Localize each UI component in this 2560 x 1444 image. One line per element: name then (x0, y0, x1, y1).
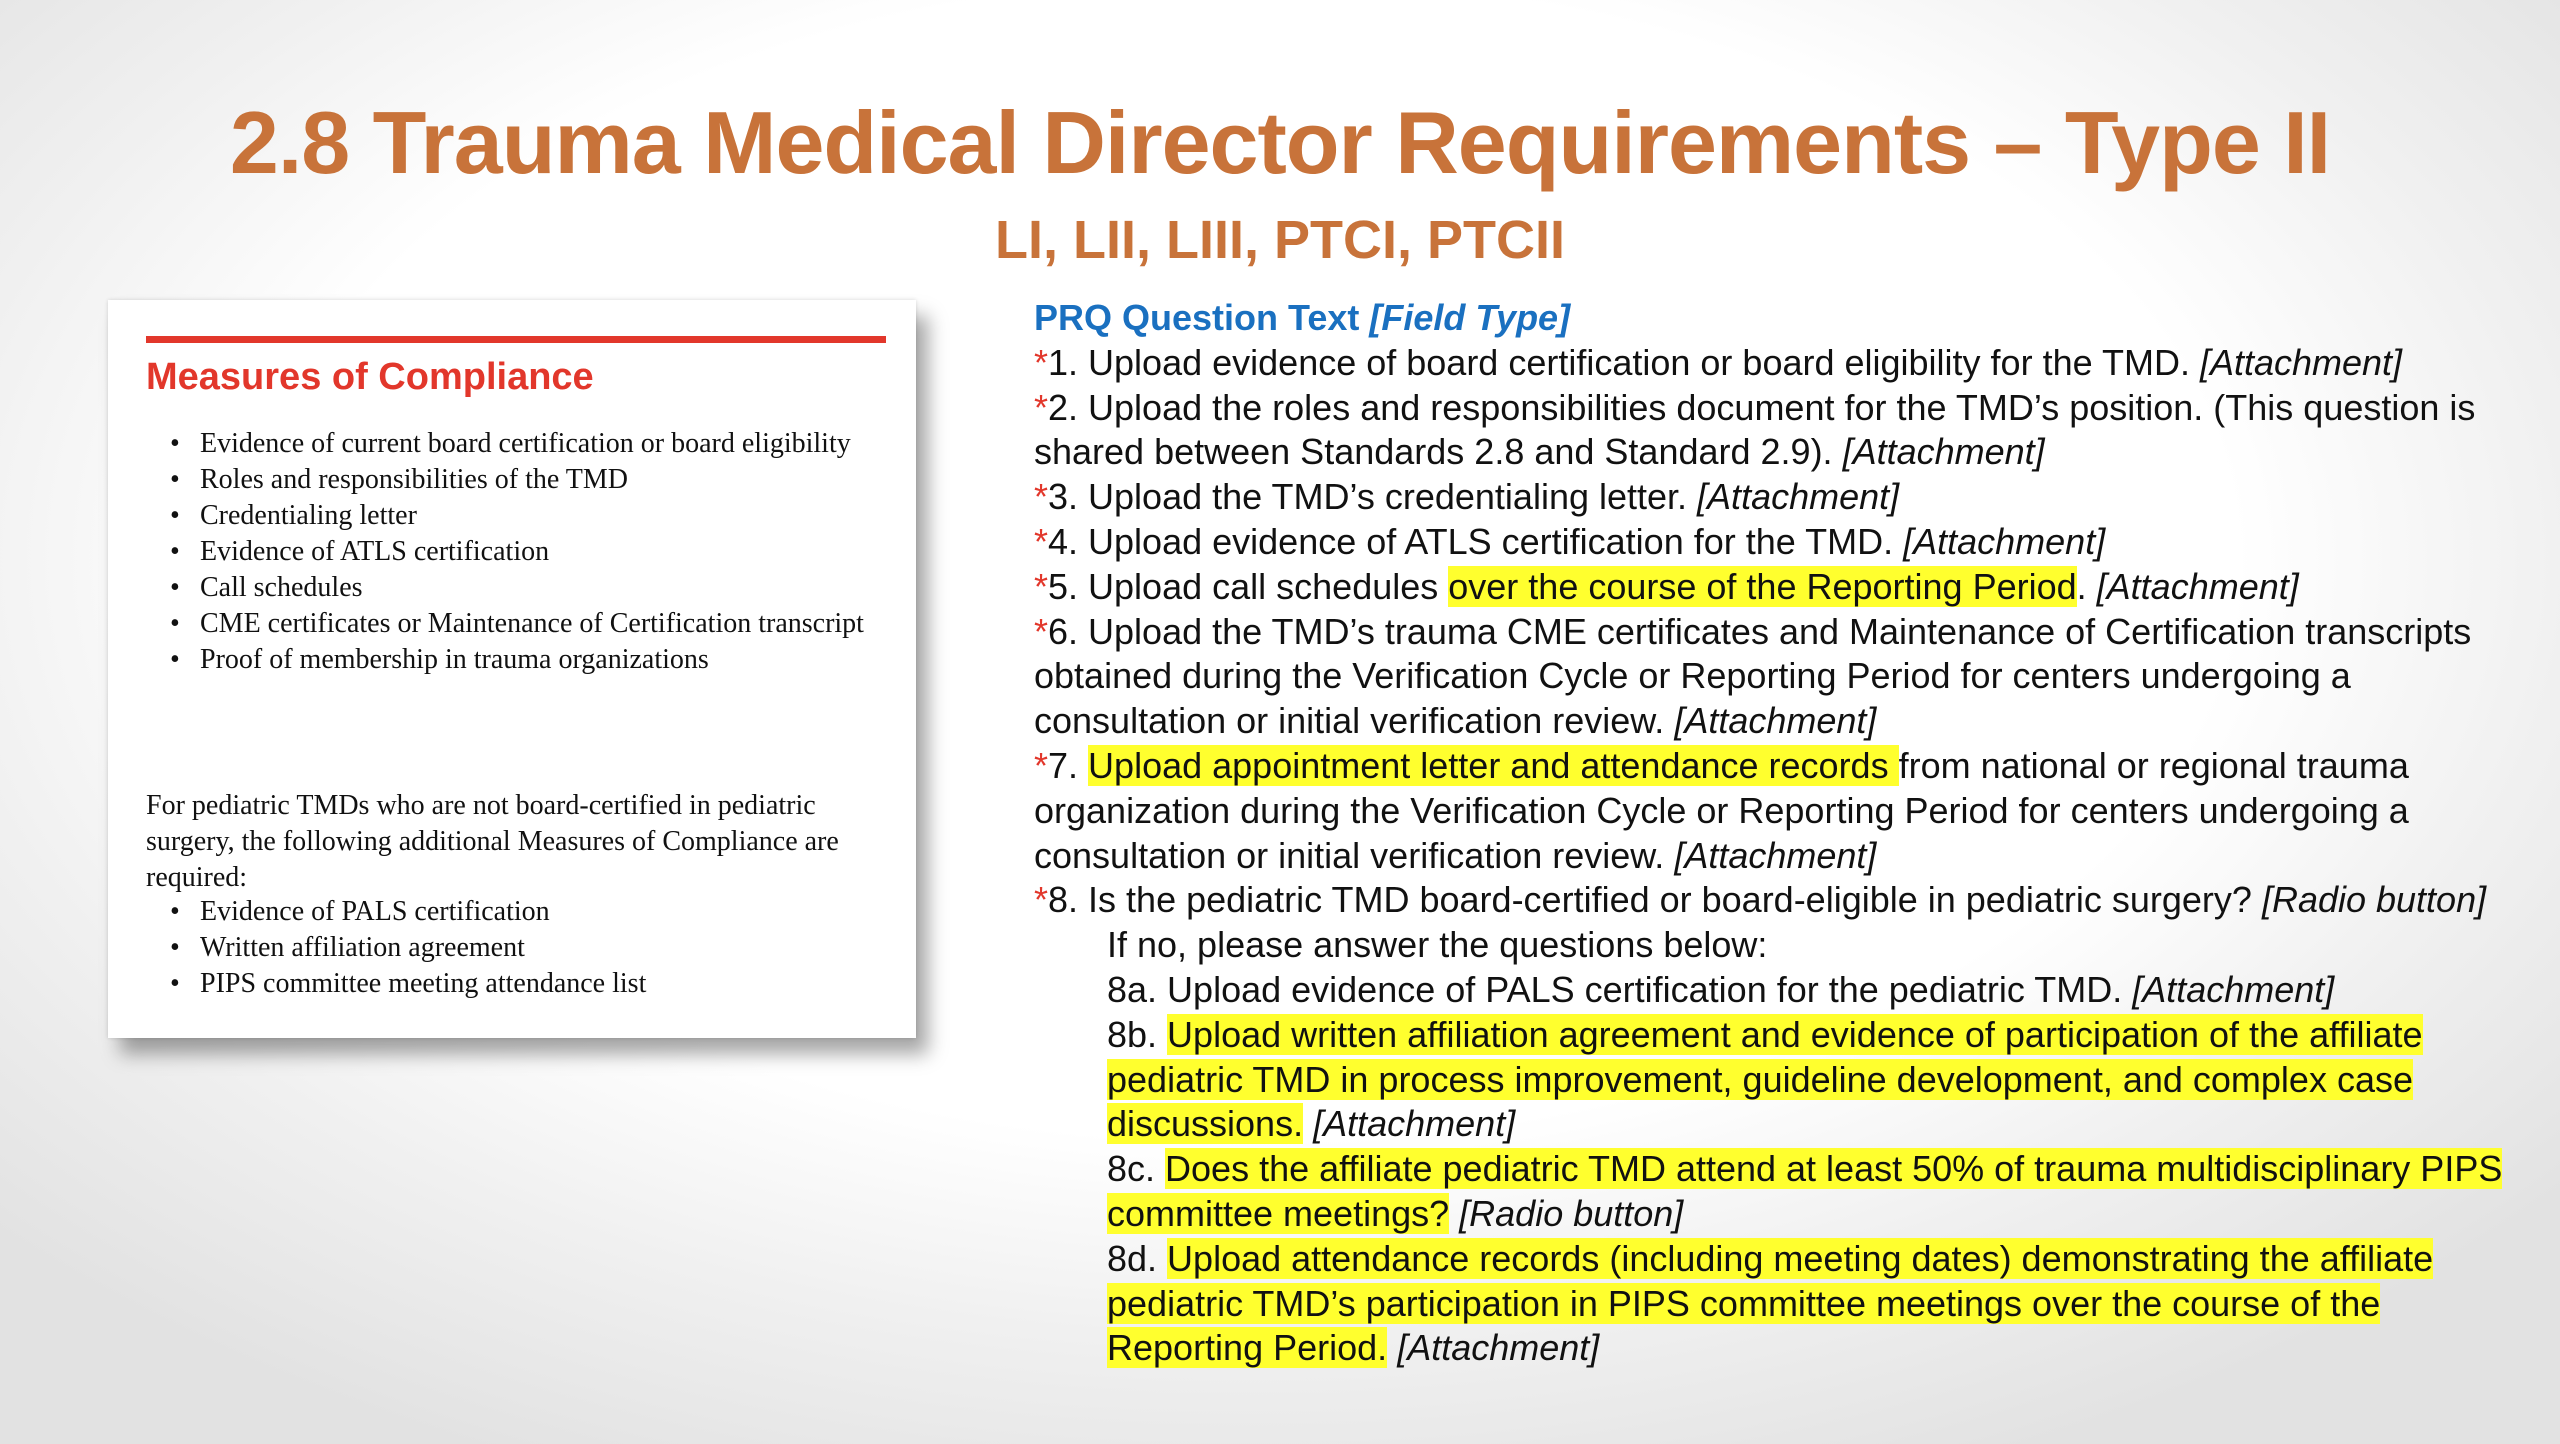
question-text-post: from national or regional trauma organization during the Verification Cycle or Reporting Period for centers undergoing a consultation or initial verification review. (1034, 744, 2409, 876)
pediatric-item: • Written affiliation agreement (146, 930, 866, 966)
field-type: [Attachment] (1903, 520, 2106, 562)
prq-question-1 (1034, 341, 2544, 386)
prq-header (1034, 296, 2544, 341)
slide-subtitle: LI, LII, LIII, PTCI, PTCII (994, 210, 1565, 270)
moc-item: • Credentialing letter (146, 498, 866, 534)
question-text: 2. Upload the roles and responsibilities document for the TMD’s position. (This question is shared between Standards 2.8 and Standard 2.9). (1034, 386, 2476, 473)
question-text: 8a. Upload evidence of PALS certification for the pediatric TMD. (1107, 968, 2133, 1010)
moc-list (146, 426, 866, 678)
field-type: [Attachment] (2132, 968, 2335, 1010)
field-type: [Attachment] (1842, 431, 2045, 473)
pediatric-note: For pediatric TMDs who are not board-certified in pediatric surgery, the following additional Measures of Compliance are required: (146, 790, 839, 893)
moc-heading: Measures of Compliance (146, 356, 594, 398)
question-text: 8d. (1107, 1237, 1168, 1279)
field-type: [Attachment] (1313, 1103, 1516, 1145)
prq-header-field-type: [Field Type] (1369, 297, 1571, 338)
question-text: 1. Upload evidence of board certification or board eligibility for the TMD. (1048, 341, 2200, 383)
highlighted-text: Does the affiliate pediatric TMD attend at least 50% of trauma multidisciplinary PIPS committee meetings? (1107, 1148, 2503, 1234)
question-text: 4. Upload evidence of ATLS certification for the TMD. (1048, 520, 1904, 562)
prq-question-6 (1034, 610, 2544, 744)
highlighted-text: Upload appointment letter and attendance records (1088, 744, 1899, 786)
question-text-post (1303, 1103, 1313, 1144)
question-text: 5. Upload call schedules (1048, 565, 1449, 607)
question-text-post: . (2076, 565, 2097, 607)
moc-item: • Call schedules (146, 570, 866, 606)
prq-question-7 (1034, 744, 2544, 878)
measures-of-compliance-card (108, 300, 916, 1038)
prq-question-8d (1034, 1237, 2544, 1371)
required-asterisk: * (1034, 610, 1049, 652)
question-text-post (1449, 1193, 1459, 1234)
prq-question-2 (1034, 386, 2544, 476)
field-type: [Attachment] (2199, 341, 2403, 383)
moc-item: • Proof of membership in trauma organizations (146, 642, 866, 678)
required-asterisk: * (1034, 744, 1049, 786)
prq-question-3 (1034, 475, 2544, 520)
highlighted-text: over the course of the Reporting Period (1448, 565, 2077, 607)
field-type: [Radio button] (1459, 1192, 1684, 1234)
required-asterisk: * (1034, 565, 1049, 607)
pediatric-item: • Evidence of PALS certification (146, 894, 866, 930)
prq-header-label: PRQ Question Text (1034, 297, 1360, 338)
field-type: [Attachment] (1397, 1327, 1600, 1369)
moc-item: • Evidence of current board certification or board eligibility (146, 426, 866, 462)
highlighted-text: Upload attendance records (including meeting dates) demonstrating the affiliate pediatric TMD’s participation in PIPS committee meetings over the course of the Reporting Period. (1107, 1237, 2434, 1369)
question-text: 8b. (1107, 1013, 1168, 1055)
card-accent-rule (146, 336, 886, 343)
moc-item: • CME certificates or Maintenance of Certification transcript (146, 606, 866, 642)
pediatric-list (146, 894, 866, 1002)
pediatric-item: • PIPS committee meeting attendance list (146, 966, 866, 1002)
prq-question-8b (1034, 1013, 2544, 1147)
required-asterisk: * (1034, 341, 1049, 383)
slide-title: 2.8 Trauma Medical Director Requirements – Type II (229, 93, 2331, 192)
moc-item: • Evidence of ATLS certification (146, 534, 866, 570)
question-text: 6. Upload the TMD’s trauma CME certificates and Maintenance of Certification transcripts obtained during the Verification Cycle or Reporting Period for centers undergoing a consultation or initial verification review. (1034, 610, 2472, 742)
question-text-post (1387, 1327, 1397, 1368)
question-text: If no, please answer the questions below: (1107, 924, 1768, 966)
field-type: [Attachment] (2096, 565, 2299, 607)
required-asterisk: * (1034, 879, 1049, 921)
prq-question-8 (1034, 878, 2544, 923)
field-type: [Attachment] (1674, 700, 1877, 742)
question-text: 8c. (1107, 1148, 1166, 1190)
field-type: [Attachment] (1697, 476, 1900, 518)
prq-question-4 (1034, 520, 2544, 565)
field-type: [Attachment] (1674, 834, 1877, 876)
required-asterisk: * (1034, 476, 1049, 518)
question-text: 3. Upload the TMD’s credentialing letter. (1048, 476, 1698, 518)
prq-question-8a (1034, 968, 2544, 1013)
moc-item: • Roles and responsibilities of the TMD (146, 462, 866, 498)
prq-question-8c (1034, 1147, 2544, 1237)
field-type: [Radio button] (2261, 879, 2487, 921)
question-text: 7. (1048, 744, 1089, 786)
prq-conditional-intro (1034, 923, 2544, 968)
highlighted-text: Upload written affiliation agreement and evidence of participation of the affiliate pediatric TMD in process improvement, guideline development, and complex case discussions. (1107, 1013, 2423, 1145)
prq-question-5 (1034, 565, 2544, 610)
question-text: 8. Is the pediatric TMD board-certified or board-eligible in pediatric surgery? (1048, 879, 2262, 921)
required-asterisk: * (1034, 520, 1049, 562)
prq-question-block (1034, 296, 2544, 1371)
required-asterisk: * (1034, 386, 1049, 428)
